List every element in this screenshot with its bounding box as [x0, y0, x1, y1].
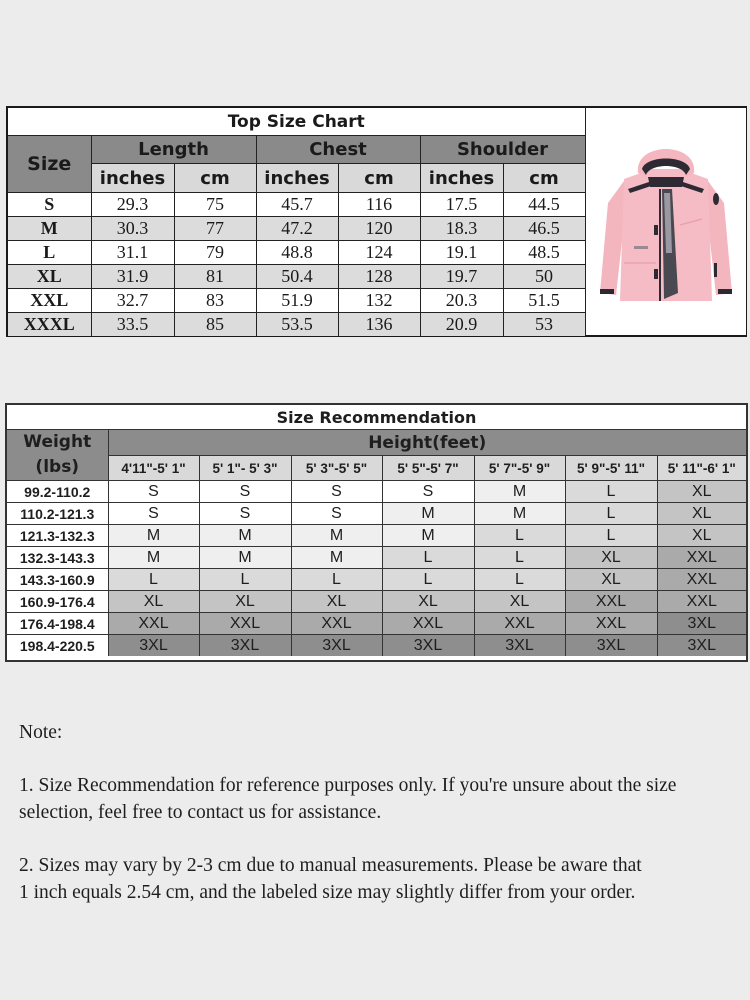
recommended-size-cell: XL	[474, 591, 565, 613]
recommended-size-cell: M	[108, 547, 199, 569]
size-row	[8, 265, 585, 289]
size-recommendation-table	[7, 405, 746, 656]
size-recommendation-chart	[5, 403, 748, 662]
unit-header: cm	[338, 164, 420, 193]
recommended-size-cell: S	[291, 503, 382, 525]
recommended-size-cell: XL	[199, 591, 291, 613]
measurement-cell: 79	[174, 241, 256, 265]
size-row	[8, 241, 585, 265]
height-range-header: 5' 5"-5' 7"	[382, 456, 474, 481]
recommended-size-cell: XXL	[474, 613, 565, 635]
weight-range-label: 160.9-176.4	[7, 591, 108, 613]
recommended-size-cell: 3XL	[657, 613, 746, 635]
measurement-cell: 47.2	[256, 217, 338, 241]
measurement-cell: 81	[174, 265, 256, 289]
recommended-size-cell: XL	[565, 569, 657, 591]
pink-jacket-image	[594, 133, 738, 313]
recommended-size-cell: M	[382, 503, 474, 525]
recommended-size-cell: 3XL	[474, 635, 565, 657]
measurement-cell: 116	[338, 193, 420, 217]
recommended-size-cell: L	[382, 569, 474, 591]
measurement-cell: 30.3	[91, 217, 174, 241]
size-column-header: Size	[8, 136, 91, 193]
size-label: S	[8, 193, 91, 217]
unit-header: inches	[420, 164, 503, 193]
recommended-size-cell: XXL	[657, 547, 746, 569]
recommended-size-cell: L	[474, 547, 565, 569]
recommended-size-cell: XXL	[657, 569, 746, 591]
measurement-cell: 83	[174, 289, 256, 313]
height-range-header: 4'11"-5' 1"	[108, 456, 199, 481]
recommended-size-cell: M	[108, 525, 199, 547]
recommended-size-cell: XL	[657, 503, 746, 525]
recommended-size-cell: 3XL	[108, 635, 199, 657]
weight-range-label: 132.3-143.3	[7, 547, 108, 569]
unit-header: inches	[256, 164, 338, 193]
measurement-cell: 18.3	[420, 217, 503, 241]
recommended-size-cell: 3XL	[291, 635, 382, 657]
recommended-size-cell: XXL	[291, 613, 382, 635]
note-item-2-line-2: 1 inch equals 2.54 cm, and the labeled size may slightly differ from your order.	[19, 882, 636, 903]
recommended-size-cell: S	[108, 481, 199, 503]
top-size-chart	[6, 106, 747, 337]
measurement-cell: 31.9	[91, 265, 174, 289]
height-range-header: 5' 7"-5' 9"	[474, 456, 565, 481]
recommended-size-cell: XL	[291, 591, 382, 613]
recommended-size-cell: L	[565, 525, 657, 547]
measurement-cell: 120	[338, 217, 420, 241]
recommended-size-cell: XXL	[657, 591, 746, 613]
recommended-size-cell: XL	[657, 481, 746, 503]
size-label: XXXL	[8, 313, 91, 337]
recommended-size-cell: L	[199, 569, 291, 591]
recommended-size-cell: M	[474, 503, 565, 525]
unit-header: cm	[174, 164, 256, 193]
recommended-size-cell: S	[382, 481, 474, 503]
measurement-cell: 48.8	[256, 241, 338, 265]
chest-group-header: Chest	[256, 136, 420, 164]
measurement-cell: 20.3	[420, 289, 503, 313]
unit-header: inches	[91, 164, 174, 193]
weight-row	[7, 547, 746, 569]
measurement-cell: 29.3	[91, 193, 174, 217]
size-row	[8, 217, 585, 241]
notes-section	[19, 719, 739, 906]
height-range-header: 5' 3"-5' 5"	[291, 456, 382, 481]
recommended-size-cell: L	[474, 525, 565, 547]
top-size-chart-title: Top Size Chart	[8, 108, 585, 136]
measurement-cell: 128	[338, 265, 420, 289]
measurement-cell: 136	[338, 313, 420, 337]
top-size-table	[8, 108, 586, 336]
length-group-header: Length	[91, 136, 256, 164]
height-group-header: Height(feet)	[108, 430, 746, 456]
measurement-cell: 53.5	[256, 313, 338, 337]
recommended-size-cell: M	[199, 525, 291, 547]
measurement-cell: 46.5	[503, 217, 585, 241]
size-label: XXL	[8, 289, 91, 313]
weight-range-label: 110.2-121.3	[7, 503, 108, 525]
recommended-size-cell: S	[291, 481, 382, 503]
height-range-header: 5' 9"-5' 11"	[565, 456, 657, 481]
note-item-2-line-1: 2. Sizes may vary by 2-3 cm due to manual measurements. Please be aware that	[19, 855, 642, 876]
weight-range-label: 121.3-132.3	[7, 525, 108, 547]
recommended-size-cell: M	[474, 481, 565, 503]
measurement-cell: 19.1	[420, 241, 503, 265]
size-label: XL	[8, 265, 91, 289]
recommended-size-cell: S	[199, 481, 291, 503]
weight-column-header	[7, 430, 108, 481]
measurement-cell: 45.7	[256, 193, 338, 217]
recommended-size-cell: XXL	[565, 613, 657, 635]
recommended-size-cell: L	[474, 569, 565, 591]
measurement-cell: 48.5	[503, 241, 585, 265]
recommended-size-cell: S	[108, 503, 199, 525]
recommended-size-cell: XL	[657, 525, 746, 547]
measurement-cell: 44.5	[503, 193, 585, 217]
measurement-cell: 75	[174, 193, 256, 217]
recommended-size-cell: L	[291, 569, 382, 591]
height-range-header: 5' 1"- 5' 3"	[199, 456, 291, 481]
recommended-size-cell: 3XL	[382, 635, 474, 657]
weight-header-label: Weight	[23, 432, 92, 452]
product-image-frame	[585, 108, 746, 335]
measurement-cell: 51.5	[503, 289, 585, 313]
weight-range-label: 143.3-160.9	[7, 569, 108, 591]
measurement-cell: 20.9	[420, 313, 503, 337]
measurement-cell: 50	[503, 265, 585, 289]
size-row	[8, 313, 585, 337]
recommended-size-cell: 3XL	[565, 635, 657, 657]
measurement-cell: 31.1	[91, 241, 174, 265]
recommended-size-cell: XL	[108, 591, 199, 613]
measurement-cell: 33.5	[91, 313, 174, 337]
measurement-cell: 85	[174, 313, 256, 337]
recommended-size-cell: M	[291, 547, 382, 569]
height-range-header: 5' 11"-6' 1"	[657, 456, 746, 481]
recommended-size-cell: XL	[565, 547, 657, 569]
note-item-1-line-1: 1. Size Recommendation for reference purposes only. If you're unsure about the size	[19, 775, 677, 796]
weight-range-label: 198.4-220.5	[7, 635, 108, 657]
recommended-size-cell: L	[108, 569, 199, 591]
recommended-size-cell: L	[565, 481, 657, 503]
recommended-size-cell: L	[565, 503, 657, 525]
measurement-cell: 17.5	[420, 193, 503, 217]
recommended-size-cell: S	[199, 503, 291, 525]
measurement-cell: 32.7	[91, 289, 174, 313]
recommended-size-cell: 3XL	[199, 635, 291, 657]
weight-row	[7, 635, 746, 657]
weight-row	[7, 503, 746, 525]
recommended-size-cell: XXL	[382, 613, 474, 635]
weight-row	[7, 591, 746, 613]
recommended-size-cell: M	[199, 547, 291, 569]
measurement-cell: 53	[503, 313, 585, 337]
measurement-cell: 77	[174, 217, 256, 241]
recommended-size-cell: XXL	[199, 613, 291, 635]
notes-heading: Note:	[19, 722, 63, 743]
recommended-size-cell: L	[382, 547, 474, 569]
recommended-size-cell: XXL	[108, 613, 199, 635]
measurement-cell: 124	[338, 241, 420, 265]
recommended-size-cell: M	[291, 525, 382, 547]
measurement-cell: 50.4	[256, 265, 338, 289]
shoulder-group-header: Shoulder	[420, 136, 585, 164]
weight-row	[7, 481, 746, 503]
size-label: M	[8, 217, 91, 241]
weight-row	[7, 613, 746, 635]
size-row	[8, 193, 585, 217]
note-item-1-line-2: selection, feel free to contact us for assistance.	[19, 802, 382, 823]
recommended-size-cell: 3XL	[657, 635, 746, 657]
size-label: L	[8, 241, 91, 265]
recommended-size-cell: XXL	[565, 591, 657, 613]
weight-row	[7, 569, 746, 591]
recommended-size-cell: M	[382, 525, 474, 547]
measurement-cell: 132	[338, 289, 420, 313]
unit-header: cm	[503, 164, 585, 193]
size-recommendation-title: Size Recommendation	[7, 405, 746, 430]
weight-range-label: 99.2-110.2	[7, 481, 108, 503]
size-row	[8, 289, 585, 313]
weight-header-unit: (lbs)	[35, 457, 80, 477]
weight-range-label: 176.4-198.4	[7, 613, 108, 635]
weight-row	[7, 525, 746, 547]
recommended-size-cell: XL	[382, 591, 474, 613]
measurement-cell: 51.9	[256, 289, 338, 313]
measurement-cell: 19.7	[420, 265, 503, 289]
